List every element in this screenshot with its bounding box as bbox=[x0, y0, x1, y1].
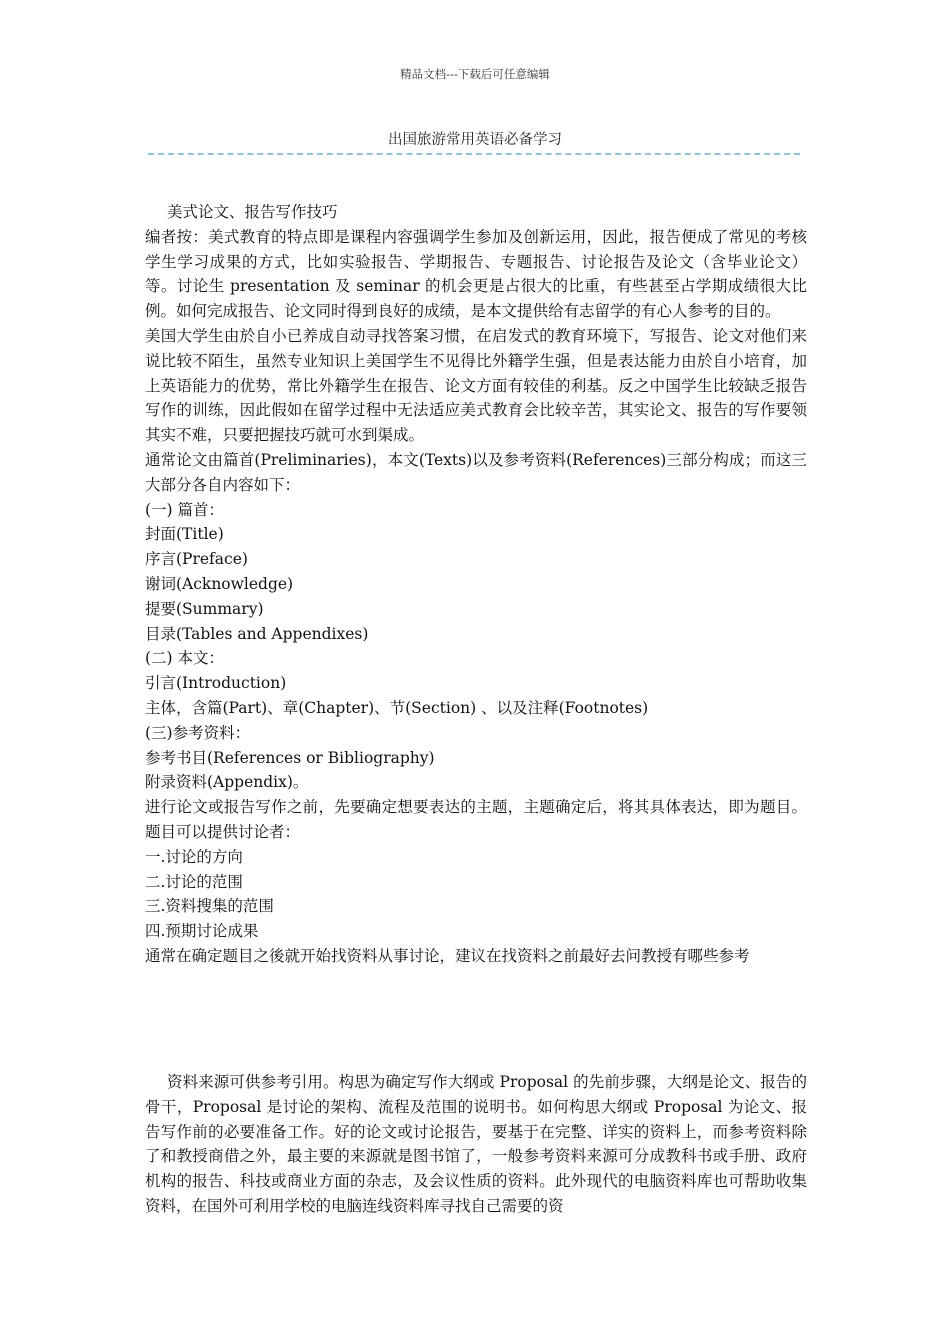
editor-note-paragraph: 编者按：美式教育的特点即是课程内容强调学生参加及创新运用，因此，报告便成了常见的考核学生学习成果的方式，比如实验报告、学期报告、专题报告、讨论报告及论文（含毕业论文）等。讨论生 presentation 及 seminar 的机会更是占很大的比重，有些甚至占学期成绩很大比例。如何完成报告、论文同时得到良好的成绩，是本文提供给有志留学的有心人参考的目的。 bbox=[145, 227, 807, 321]
document-title: 出国旅游常用英语必备学习 bbox=[388, 132, 562, 148]
body-paragraph: 进行论文或报告写作之前，先要确定想要表达的主题，主题确定后，将其具体表达，即为题目。题目可以提供讨论者： bbox=[145, 798, 807, 841]
list-item: 引言(Introduction) bbox=[145, 674, 287, 693]
body-paragraph: 通常论文由篇首(Preliminaries)，本文(Texts)以及参考资料(References)三部分构成；而这三大部分各自内容如下： bbox=[145, 450, 807, 494]
document-body-top bbox=[145, 200, 807, 969]
page-watermark: 精品文档---下载后可任意编辑 bbox=[400, 67, 550, 81]
list-item: 参考书目(References or Bibliography) bbox=[145, 748, 435, 767]
list-item: 附录资料(Appendix)。 bbox=[145, 773, 309, 792]
list-item: 目录(Tables and Appendixes) bbox=[145, 624, 369, 643]
body-paragraph: 美国大学生由於自小已养成自动寻找答案习惯，在启发式的教育环境下，写报告、论文对他们来说比较不陌生，虽然专业知识上美国学生不见得比外籍学生强，但是表达能力由於自小培育，加上英语能力的优势，常比外籍学生在报告、论文方面有较佳的利基。反之中国学生比较缺乏报告写作的训练，因此假如在留学过程中无法适应美式教育会比较辛苦，其实论文、报告的写作要领其实不难，只要把握技巧就可水到渠成。 bbox=[145, 326, 807, 445]
list-item: 一.讨论的方向 bbox=[145, 847, 243, 866]
list-heading: (一) 篇首： bbox=[145, 500, 225, 519]
list-heading: (二) 本文： bbox=[145, 649, 225, 668]
list-item: 封面(Title) bbox=[145, 525, 224, 544]
body-paragraph: 通常在确定题目之後就开始找资料从事讨论，建议在找资料之前最好去问教授有哪些参考 bbox=[145, 946, 750, 965]
list-item: 提要(Summary) bbox=[145, 599, 264, 618]
list-heading: (三)参考资料： bbox=[145, 723, 251, 742]
section-heading: 美式论文、报告写作技巧 bbox=[167, 203, 338, 221]
list-item: 三.资料搜集的范围 bbox=[145, 897, 274, 916]
list-item: 主体，含篇(Part)、章(Chapter)、节(Section) 、以及注释(Footnotes) bbox=[145, 698, 649, 717]
list-item: 序言(Preface) bbox=[145, 550, 248, 569]
list-item: 四.预期讨论成果 bbox=[145, 922, 259, 941]
body-paragraph: 资料来源可供参考引用。构思为确定写作大纲或 Proposal 的先前步骤，大纲是论文、报告的骨干，Proposal 是讨论的架构、流程及范围的说明书。如何构思大纲或 Proposal 为论文、报告写作前的必要准备工作。好的论文或讨论报告，要基于在完整、详实的资料上，而参考资料除了和教授商借之外，最主要的来源就是图书馆了，一般参考资料来源可分成教科书或手册、政府机构的报告、科技或商业方面的杂志，及会议性质的资料。此外现代的电脑资料库也可帮助收集资料，在国外可利用学校的电脑连线资料库寻找自己需要的资 bbox=[145, 1073, 807, 1215]
document-body-bottom bbox=[145, 1070, 807, 1219]
list-item: 二.讨论的范围 bbox=[145, 872, 243, 891]
list-item: 谢词(Acknowledge) bbox=[145, 574, 294, 593]
dashed-divider bbox=[148, 153, 800, 155]
